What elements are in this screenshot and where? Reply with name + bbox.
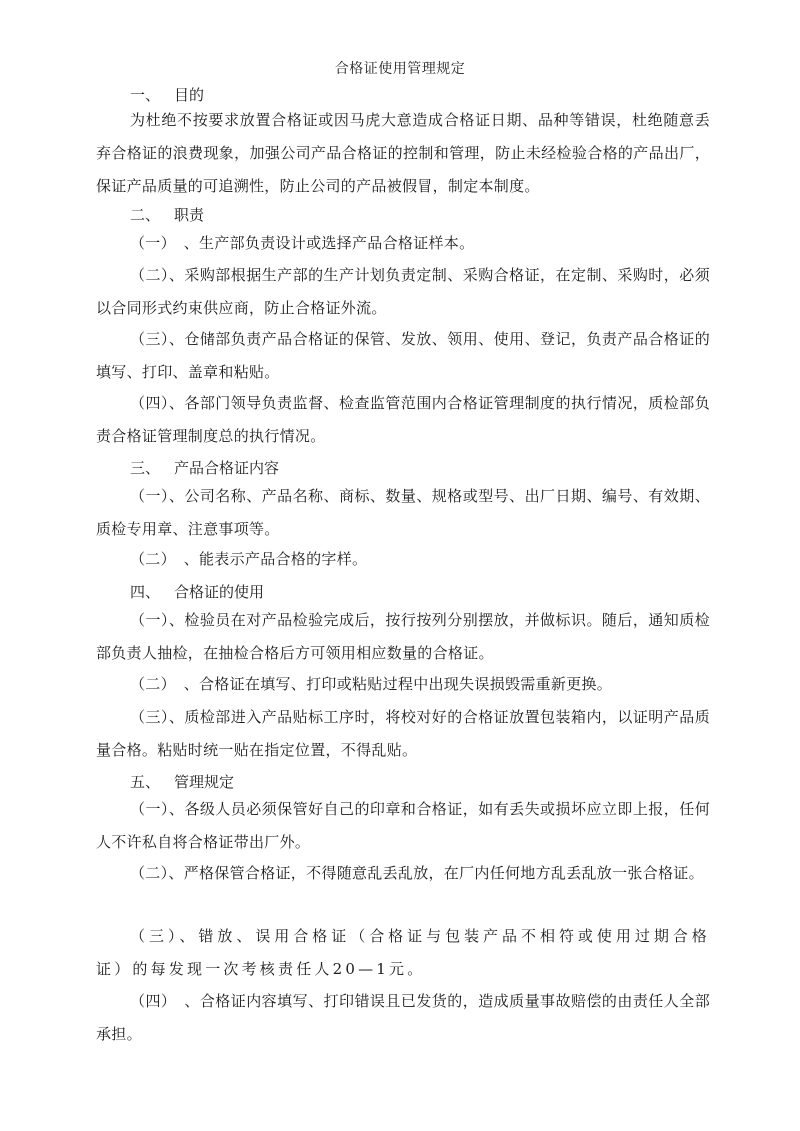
paragraph: （二） 、能表示产品合格的字样。	[130, 550, 368, 568]
paragraph: （二）、严格保管合格证，不得随意乱丢乱放，在厂内任何地方乱丢乱放一张合格证。	[130, 864, 704, 882]
section-heading-content	[130, 457, 279, 479]
paragraph: （二）、采购部根据生产部的生产计划负责定制、采购合格证，在定制、采购时，必须以合同形式约束供应商，防止合格证外流。	[96, 266, 710, 317]
paragraph: 为杜绝不按要求放置合格证或因马虎大意造成合格证日期、品种等错误，杜绝随意丢弃合格证的浪费现象，加强公司产品合格证的控制和管理，防止未经检验合格的产品出厂，保证产品质量的可追溯性，防止公司的产品被假冒，制定本制度。	[96, 111, 710, 195]
section-number: 二、	[130, 206, 161, 224]
paragraph: （一）、各级人员必须保管好自己的印章和合格证，如有丢失或损坏应立即上报，任何人不许私自将合格证带出厂外。	[96, 800, 710, 851]
section-number: 三、	[130, 459, 161, 477]
section-heading-purpose	[130, 84, 204, 106]
paragraph: （四） 、合格证内容填写、打印错误且已发货的，造成质量事故赔偿的由责任人全部承担。	[96, 992, 710, 1043]
section-number: 一、	[130, 86, 161, 104]
paragraph: （三）、错放、误用合格证（合格证与包装产品不相符或使用过期合格证）的每发现一次考核责任人20—1元。	[96, 927, 710, 978]
section-title: 产品合格证内容	[174, 459, 280, 477]
section-title: 合格证的使用	[174, 583, 265, 601]
section-title: 管理规定	[174, 773, 235, 791]
paragraph: （三）、质检部进入产品贴标工序时，将校对好的合格证放置包装箱内，以证明产品质量合格。粘贴时统一贴在指定位置，不得乱贴。	[96, 708, 710, 759]
section-title: 职责	[174, 206, 205, 224]
paragraph: （二） 、合格证在填写、打印或粘贴过程中出现失误损毁需重新更换。	[130, 675, 613, 693]
paragraph: （一）、公司名称、产品名称、商标、数量、规格或型号、出厂日期、编号、有效期、质检专用章、注意事项等。	[96, 487, 710, 538]
section-number: 五、	[130, 773, 161, 791]
paragraph: （一） 、生产部负责设计或选择产品合格证样本。	[130, 234, 475, 252]
section-heading-rules	[130, 771, 234, 793]
section-title: 目的	[174, 86, 205, 104]
document-title: 合格证使用管理规定	[334, 61, 466, 77]
section-heading-usage	[130, 581, 264, 603]
section-number: 四、	[130, 583, 161, 601]
section-heading-duties	[130, 204, 204, 226]
paragraph: （一）、检验员在对产品检验完成后，按行按列分别摆放，并做标识。随后，通知质检部负责人抽检，在抽检合格后方可领用相应数量的合格证。	[96, 611, 710, 662]
paragraph: （四）、各部门领导负责监督、检查监管范围内合格证管理制度的执行情况，质检部负责合格证管理制度总的执行情况。	[96, 394, 710, 445]
paragraph: （三）、仓储部负责产品合格证的保管、发放、领用、使用、登记，负责产品合格证的填写、打印、盖章和粘贴。	[96, 330, 710, 381]
